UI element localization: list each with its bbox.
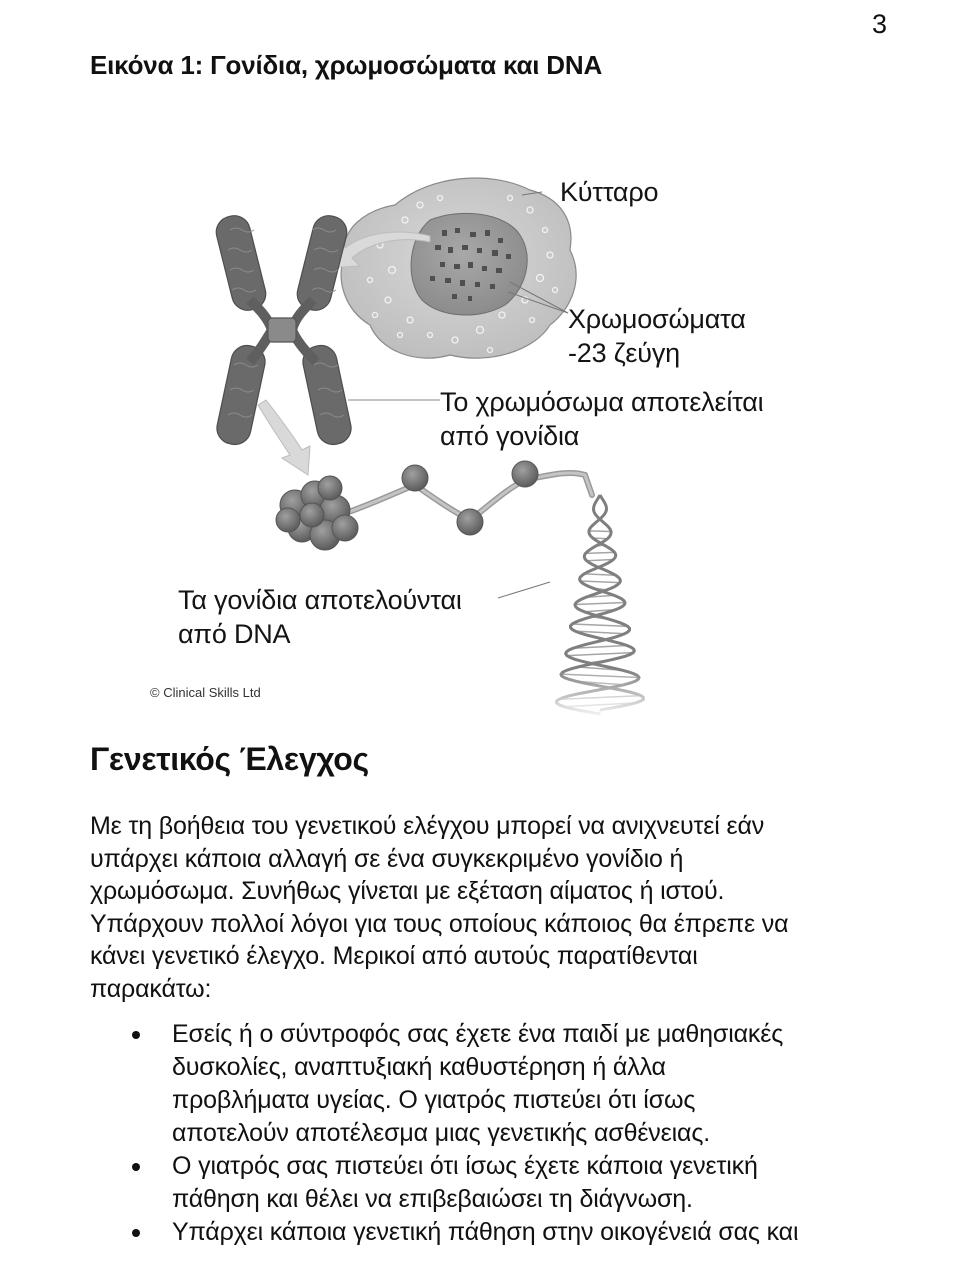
intro-paragraph [90, 810, 920, 1005]
list-item-line: προβλήματα υγείας. Ο γιατρός πιστεύει ότι ίσως [172, 1086, 696, 1114]
bullet-icon [132, 1031, 140, 1039]
genes-chromosomes-dna-figure [130, 150, 850, 720]
nucleosome-beads [402, 461, 538, 535]
section-heading: Γενετικός Έλεγχος [90, 741, 369, 777]
list-item [90, 1018, 930, 1150]
label-genes-dna-line2: από DNA [178, 619, 291, 649]
list-item-line: αποτελούν αποτέλεσμα μιας γενετικής ασθένειας. [172, 1119, 711, 1147]
label-cell: Κύτταρο [560, 177, 659, 207]
helix-base-pair [567, 653, 633, 656]
copyright-notice: © Clinical Skills Ltd [150, 685, 261, 700]
label-chromosomes-line2: -23 ζεύγη [568, 338, 680, 368]
nucleosome-cluster [276, 476, 358, 550]
intro-line: Με τη βοήθεια του γενετικού ελέγχου μπορεί να ανιχνευτεί εάν [90, 812, 765, 840]
helix-base-pair [572, 624, 628, 626]
figure-title: Εικόνα 1: Γονίδια, χρωμοσώματα και DNA [90, 50, 603, 80]
dna-leader-line [498, 582, 550, 598]
helix-base-pair [586, 552, 615, 553]
intro-line: παρακάτω: [90, 974, 212, 1003]
intro-line: χρωμόσωμα. Συνήθως γίνεται με εξέταση αίματος ή ιστού. [90, 877, 725, 905]
helix-fade [530, 670, 680, 720]
reasons-list [90, 1018, 930, 1249]
intro-line: Υπάρχουν πολλοί λόγοι για τους οποίους κάποιος θα έπρεπε να [90, 909, 789, 938]
bullet-icon [132, 1163, 140, 1171]
helix-base-pair [580, 581, 620, 583]
label-chromosomes-line1: Χρωμοσώματα [568, 304, 746, 334]
label-chromosome-genes-line2: από γονίδια [440, 421, 580, 451]
intro-line: υπάρχει κάποια αλλαγή σε ένα συγκεκριμένο γονίδιο ή [90, 844, 684, 873]
list-item-line: πάθηση και θέλει να επιβεβαιώσει τη διάγνωση. [172, 1185, 693, 1213]
list-item-line: δυσκολίες, αναπτυξιακή καθυστέρηση ή άλλα [172, 1053, 666, 1081]
list-item-line: Εσείς ή ο σύντροφός σας έχετε ένα παιδί με μαθησιακές [172, 1020, 784, 1048]
intro-line: κάνει γενετικό έλεγχο. Μερικοί από αυτούς παρατίθενται [90, 942, 698, 970]
helix-base-pair [575, 603, 625, 605]
label-chromosome-genes-line1: Το χρωμόσωμα αποτελείται [440, 387, 764, 417]
helix-base-pair [589, 531, 611, 532]
bullet-icon [132, 1229, 140, 1237]
list-item [90, 1216, 930, 1249]
arrow-chromosome-to-genes [258, 400, 310, 475]
page-number: 3 [872, 9, 888, 39]
label-genes-dna-line1: Τα γονίδια αποτελούνται [178, 585, 462, 615]
list-item [90, 1150, 930, 1216]
list-item-line: Ο γιατρός σας πιστεύει ότι ίσως έχετε κάποια γενετική [172, 1152, 758, 1180]
list-item-line: Υπάρχει κάποια γενετική πάθηση στην οικογένειά σας και [172, 1218, 799, 1246]
